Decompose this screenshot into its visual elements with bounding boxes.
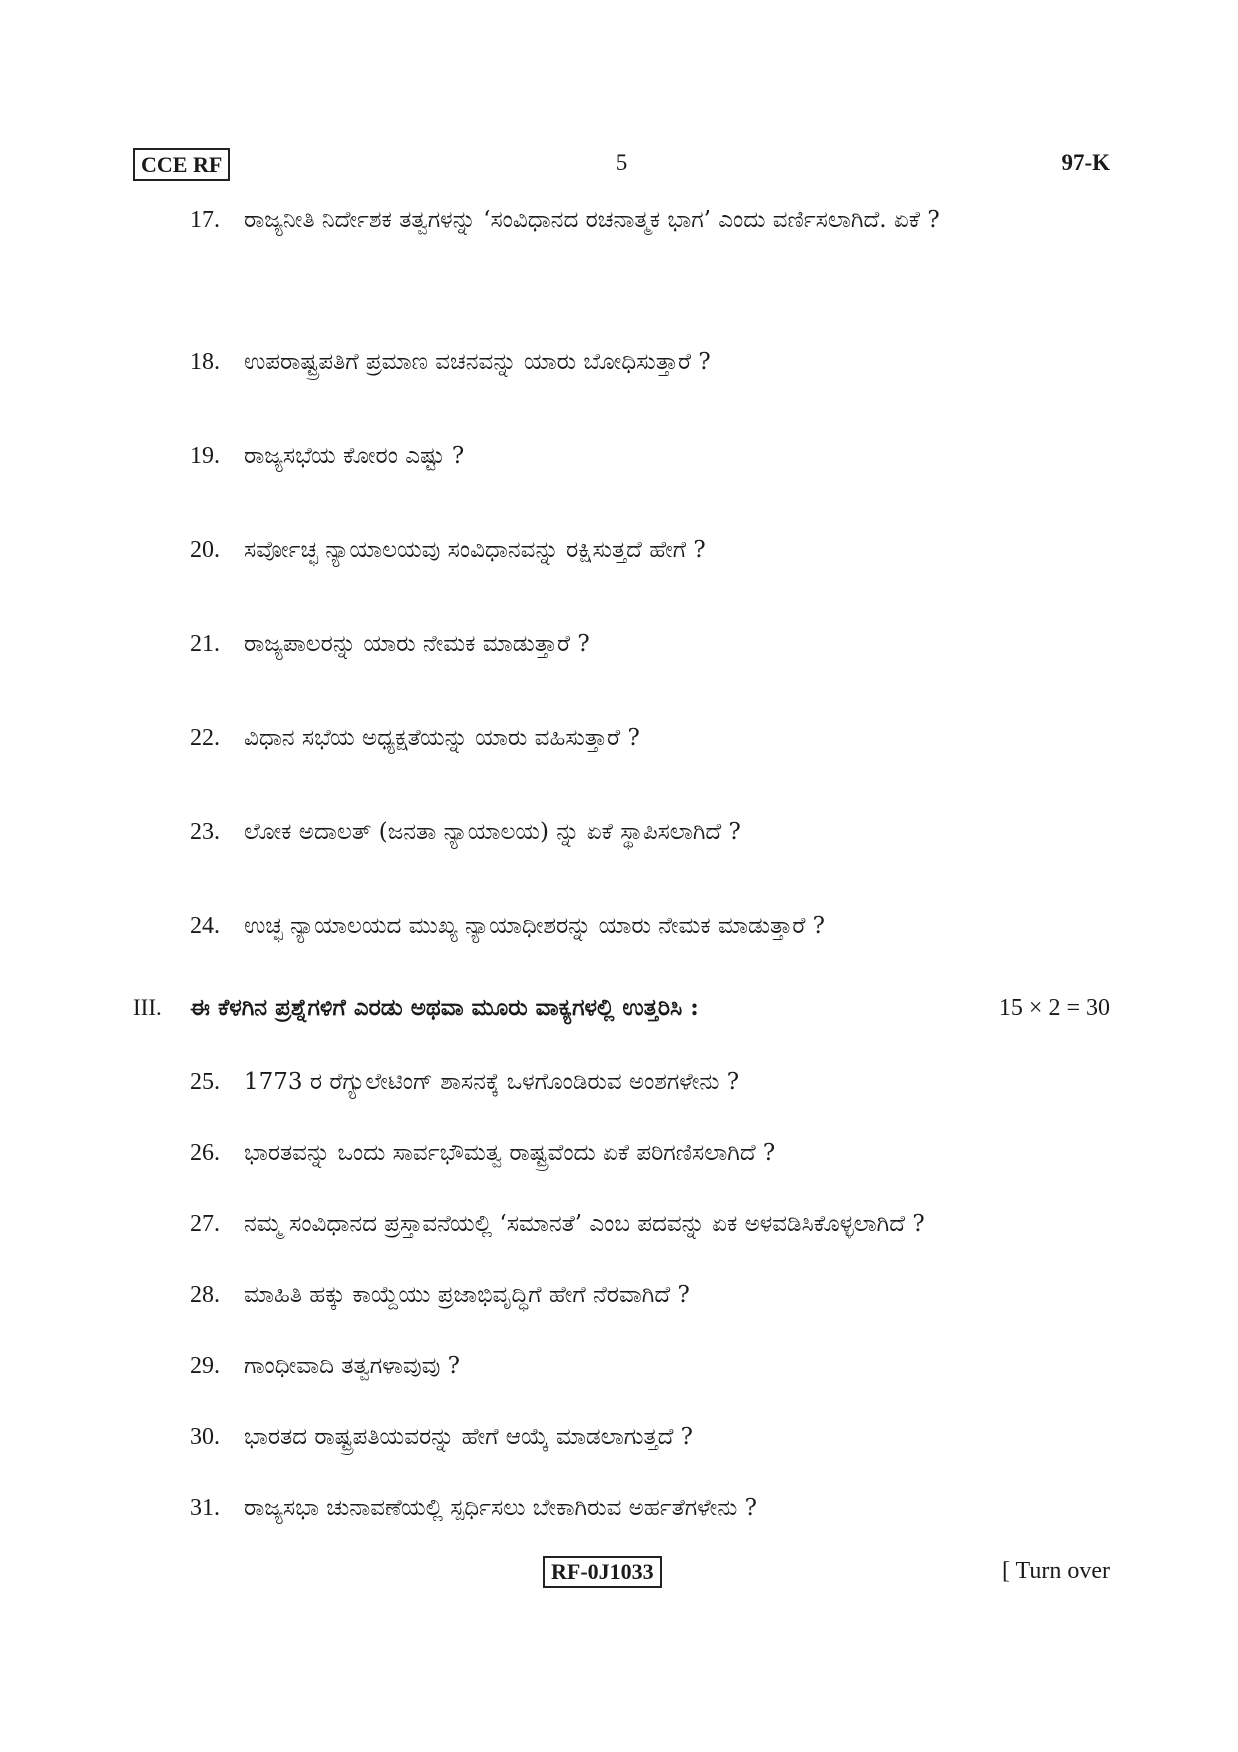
section-instruction: ಈ ಕೆಳಗಿನ ಪ್ರಶ್ನೆಗಳಿಗೆ ಎರಡು ಅಥವಾ ಮೂರು ವಾಕ್ಯಗಳಲ್ಲಿ ಉತ್ತರಿಸಿ : [190, 994, 699, 1021]
question-number: 26. [190, 1140, 220, 1166]
section-numeral: III. [133, 995, 162, 1020]
question-27 [190, 1200, 1110, 1248]
question-number: 24. [190, 913, 220, 939]
question-number: 23. [190, 819, 220, 845]
question-17 [190, 196, 1110, 244]
question-number: 27. [190, 1211, 220, 1237]
question-21 [190, 620, 1110, 668]
question-text: ಭಾರತದ ರಾಷ್ಟ್ರಪತಿಯವರನ್ನು ಹೇಗೆ ಆಯ್ಕೆ ಮಾಡಲಾಗುತ್ತದೆ ? [244, 1424, 694, 1450]
question-number: 29. [190, 1353, 220, 1379]
question-26 [190, 1129, 1110, 1177]
question-number: 25. [190, 1069, 220, 1095]
question-text: ಉಪರಾಷ್ಟ್ರಪತಿಗೆ ಪ್ರಮಾಣ ವಚನವನ್ನು ಯಾರು ಬೋಧಿಸುತ್ತಾರೆ ? [244, 349, 711, 375]
exam-code-box: CCE RF [133, 148, 230, 181]
question-text: ರಾಜ್ಯಸಭೆಯ ಕೋರಂ ಎಷ್ಟು ? [244, 443, 465, 469]
question-28 [190, 1271, 1110, 1319]
question-text: ಉಚ್ಛ ನ್ಯಾಯಾಲಯದ ಮುಖ್ಯ ನ್ಯಾಯಾಧೀಶರನ್ನು ಯಾರು ನೇಮಕ ಮಾಡುತ್ತಾರೆ ? [244, 913, 826, 939]
question-number: 17. [190, 207, 220, 233]
question-text: ವಿಧಾನ ಸಭೆಯ ಅಧ್ಯಕ್ಷತೆಯನ್ನು ಯಾರು ವಹಿಸುತ್ತಾರೆ ? [244, 725, 640, 751]
page-number: 5 [615, 150, 628, 175]
question-31 [190, 1484, 1110, 1532]
question-30 [190, 1413, 1110, 1461]
question-23 [190, 808, 1110, 856]
page-header [133, 148, 1110, 184]
question-text: ಮಾಹಿತಿ ಹಕ್ಕು ಕಾಯ್ದೆಯು ಪ್ರಜಾಭಿವೃದ್ಧಿಗೆ ಹೇಗೆ ನೆರವಾಗಿದೆ ? [244, 1282, 690, 1308]
question-18 [190, 338, 1110, 386]
question-number: 28. [190, 1282, 220, 1308]
question-number: 20. [190, 537, 220, 563]
page-footer [133, 1556, 1110, 1596]
question-text: ರಾಜ್ಯನೀತಿ ನಿರ್ದೇಶಕ ತತ್ವಗಳನ್ನು ‘ಸಂವಿಧಾನದ ರಚನಾತ್ಮಕ ಭಾಗ’ ಎಂದು ವರ್ಣಿಸಲಾಗಿದೆ. ಏಕೆ ? [244, 207, 940, 233]
question-text: ರಾಜ್ಯಸಭಾ ಚುನಾವಣೆಯಲ್ಲಿ ಸ್ಪರ್ಧಿಸಲು ಬೇಕಾಗಿರುವ ಅರ್ಹತೆಗಳೇನು ? [244, 1495, 758, 1521]
question-number: 18. [190, 349, 220, 375]
section-marks: 15 × 2 = 30 [998, 995, 1110, 1021]
question-19 [190, 432, 1110, 480]
question-25 [190, 1058, 1110, 1106]
question-text: ಗಾಂಧೀವಾದಿ ತತ್ವಗಳಾವುವು ? [244, 1353, 460, 1379]
paper-code: 97-K [1061, 150, 1110, 175]
question-number: 21. [190, 631, 220, 657]
question-text: ನಮ್ಮ ಸಂವಿಧಾನದ ಪ್ರಸ್ತಾವನೆಯಲ್ಲಿ ‘ಸಮಾನತೆ’ ಎಂಬ ಪದವನ್ನು ಏಕ ಅಳವಡಿಸಿಕೊಳ್ಳಲಾಗಿದೆ ? [244, 1211, 925, 1237]
question-text: ರಾಜ್ಯಪಾಲರನ್ನು ಯಾರು ನೇಮಕ ಮಾಡುತ್ತಾರೆ ? [244, 631, 590, 657]
question-text: ಲೋಕ ಅದಾಲತ್ (ಜನತಾ ನ್ಯಾಯಾಲಯ) ನ್ನು ಏಕೆ ಸ್ಥಾಪಿಸಲಾಗಿದೆ ? [244, 819, 741, 845]
question-20 [190, 526, 1110, 574]
question-22 [190, 714, 1110, 762]
question-24 [190, 902, 1110, 950]
question-number: 22. [190, 725, 220, 751]
question-number: 30. [190, 1424, 220, 1450]
question-number: 31. [190, 1495, 220, 1521]
turn-over-note: [ Turn over [1001, 1558, 1110, 1584]
question-text: ಸರ್ವೋಚ್ಛ ನ್ಯಾಯಾಲಯವು ಸಂವಿಧಾನವನ್ನು ರಕ್ಷಿಸುತ್ತದೆ ಹೇಗೆ ? [244, 537, 706, 563]
footer-code-box: RF-0J1033 [543, 1556, 662, 1588]
question-number: 19. [190, 443, 220, 469]
question-29 [190, 1342, 1110, 1390]
question-text: ಭಾರತವನ್ನು ಒಂದು ಸಾರ್ವಭೌಮತ್ವ ರಾಷ್ಟ್ರವೆಂದು ಏಕೆ ಪರಿಗಣಿಸಲಾಗಿದೆ ? [244, 1140, 776, 1166]
question-text: 1773 ರ ರೆಗ್ಯುಲೇಟಿಂಗ್ ಶಾಸನಕ್ಕೆ ಒಳಗೊಂಡಿರುವ ಅಂಶಗಳೇನು ? [244, 1069, 740, 1095]
